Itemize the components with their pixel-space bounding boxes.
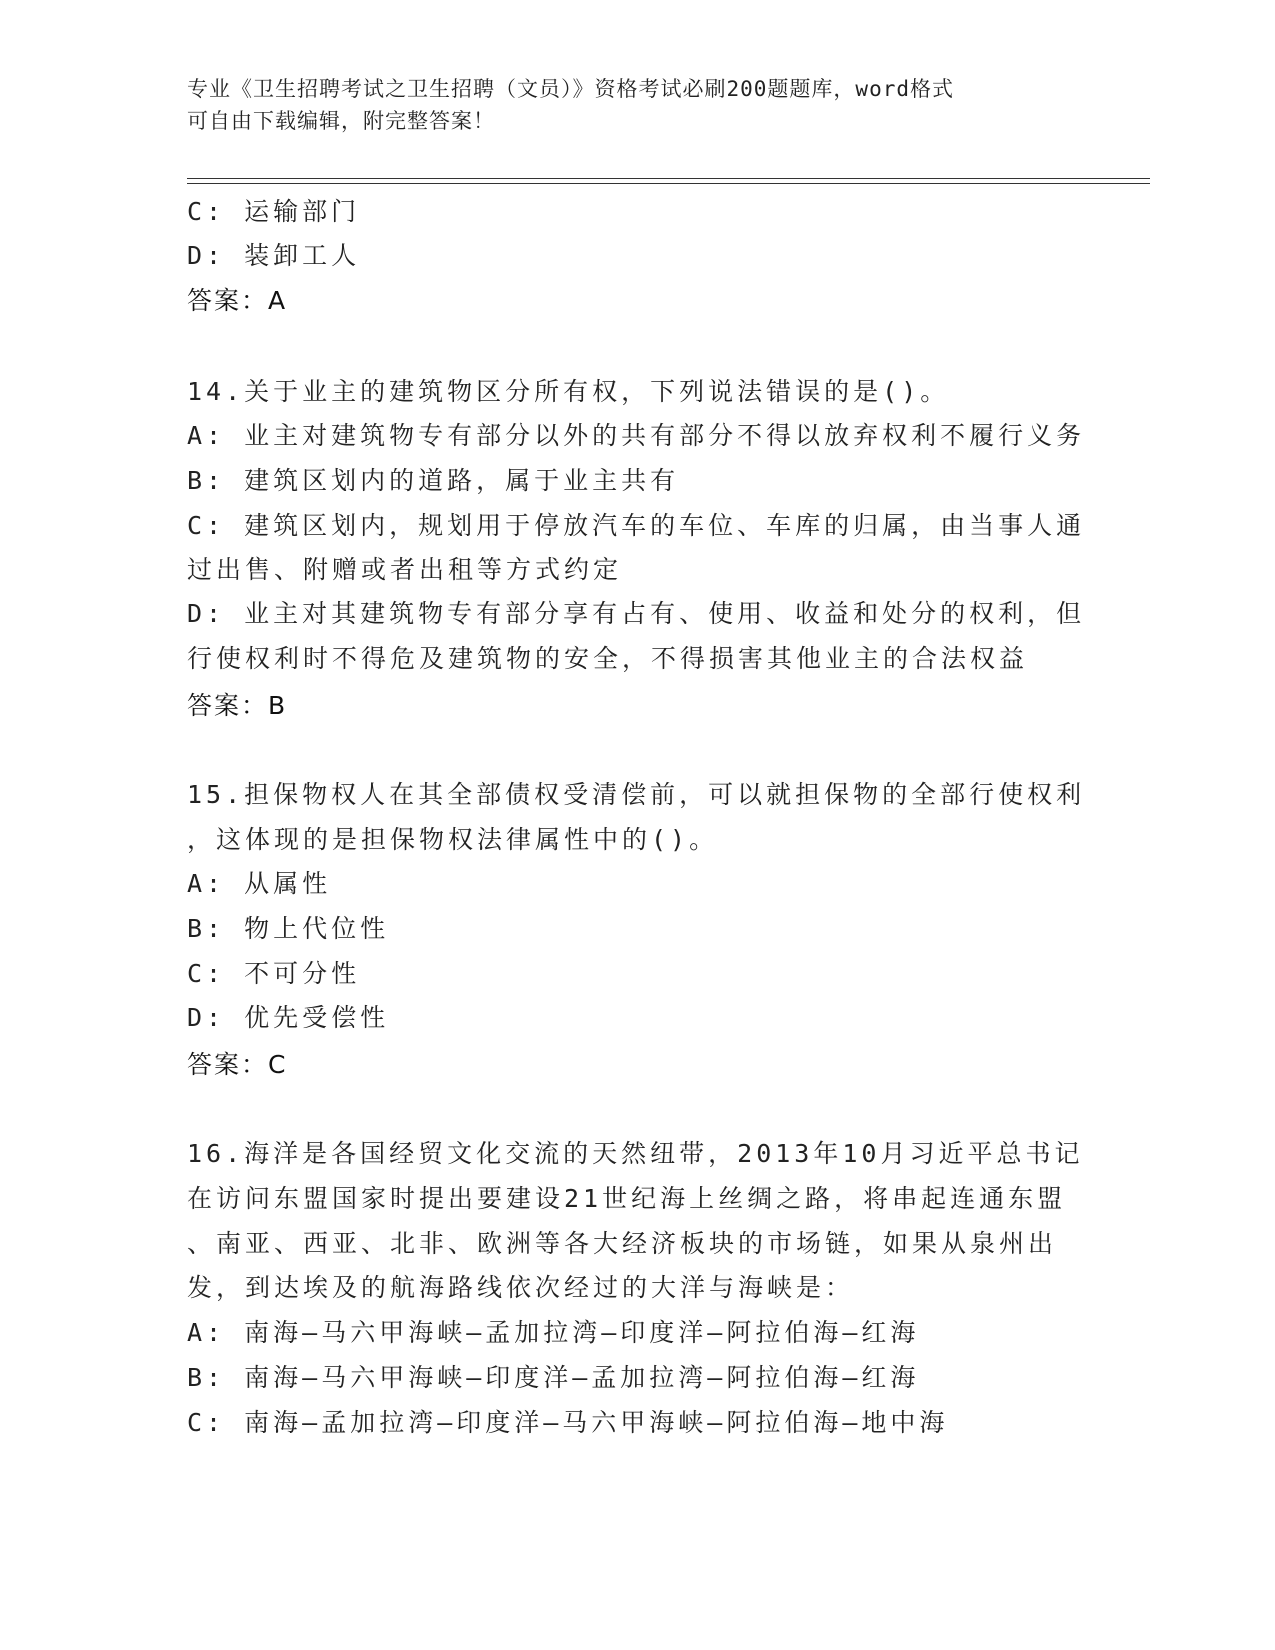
q15-stem-line-1: 15.担保物权人在其全部债权受清偿前，可以就担保物的全部行使权利	[187, 780, 1086, 809]
q13-option-c: C: 运输部门	[187, 197, 361, 226]
document-header	[187, 73, 1087, 137]
q14-option-a: A: 业主对建筑物专有部分以外的共有部分不得以放弃权利不履行义务	[187, 421, 1086, 450]
q16-stem-line-1: 16.海洋是各国经贸文化交流的天然纽带，2013年10月习近平总书记	[187, 1139, 1084, 1168]
q14-stem: 14.关于业主的建筑物区分所有权，下列说法错误的是()。	[187, 377, 950, 406]
q15-answer: 答案：C	[187, 1050, 288, 1079]
q14-option-d-line-2: 行使权利时不得危及建筑物的安全，不得损害其他业主的合法权益	[187, 644, 1029, 673]
q14-option-c-line-2: 过出售、附赠或者出租等方式约定	[187, 555, 623, 584]
q15-option-d: D: 优先受偿性	[187, 1003, 390, 1032]
q16-option-c: C: 南海—孟加拉湾—印度洋—马六甲海峡—阿拉伯海—地中海	[187, 1408, 949, 1437]
q16-option-a: A: 南海—马六甲海峡—孟加拉湾—印度洋—阿拉伯海—红海	[187, 1318, 920, 1347]
q15-option-a: A: 从属性	[187, 869, 332, 898]
q14-option-d-line-1: D: 业主对其建筑物专有部分享有占有、使用、收益和处分的权利，但	[187, 599, 1086, 628]
q16-stem-line-2: 在访问东盟国家时提出要建设21世纪海上丝绸之路，将串起连通东盟	[187, 1184, 1067, 1213]
q14-option-c-line-1: C: 建筑区划内，规划用于停放汽车的车位、车库的归属，由当事人通	[187, 511, 1086, 540]
q14-option-b: B: 建筑区划内的道路，属于业主共有	[187, 466, 680, 495]
q15-option-b: B: 物上代位性	[187, 914, 390, 943]
q16-stem-line-4: 发，到达埃及的航海路线依次经过的大洋与海峡是：	[187, 1273, 855, 1302]
q13-option-d: D: 装卸工人	[187, 241, 361, 270]
header-line-1: 专业《卫生招聘考试之卫生招聘（文员）》资格考试必刷200题题库，word格式	[187, 77, 954, 101]
q14-answer: 答案：B	[187, 691, 288, 720]
q16-option-b: B: 南海—马六甲海峡—印度洋—孟加拉湾—阿拉伯海—红海	[187, 1363, 920, 1392]
q13-answer: 答案：A	[187, 286, 288, 315]
header-divider-top	[187, 178, 1150, 179]
q15-option-c: C: 不可分性	[187, 959, 361, 988]
header-divider-bottom	[187, 183, 1150, 184]
q15-stem-line-2: ，这体现的是担保物权法律属性中的()。	[187, 825, 719, 854]
header-line-2: 可自由下载编辑，附完整答案！	[187, 109, 495, 133]
q16-stem-line-3: 、南亚、西亚、北非、欧洲等各大经济板块的市场链，如果从泉州出	[187, 1229, 1058, 1258]
